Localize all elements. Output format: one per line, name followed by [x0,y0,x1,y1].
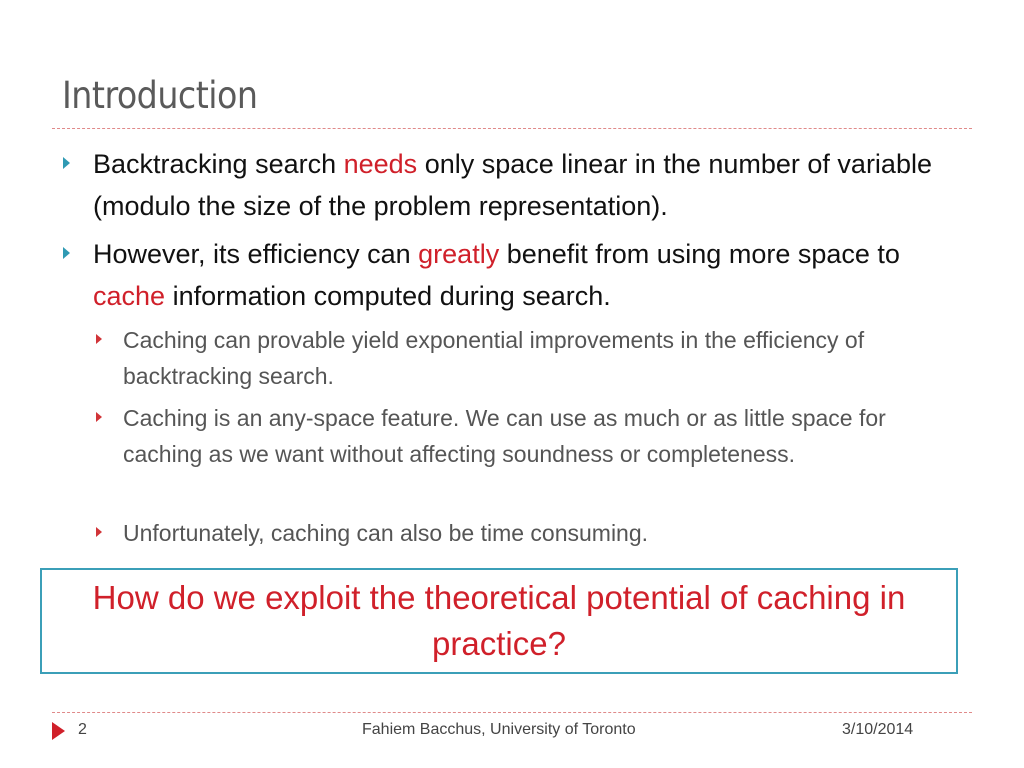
bullet-2-highlight-greatly: greatly [418,239,500,269]
bullet-2-text-c: information computed during search. [165,281,611,311]
title-divider [52,128,972,129]
callout-text: How do we exploit the theoretical potential of caching in practice? [92,579,906,662]
bullet-2-text-b: benefit from using more space to [499,239,900,269]
bullet-2-highlight-cache: cache [93,281,166,311]
bullet-2-text-a: However, its efficiency can [93,239,419,269]
callout-box [40,568,958,674]
page-number: 2 [78,721,87,738]
bullet-1 [93,143,973,227]
sub-bullet-3-text: Unfortunately, caching can also be time consuming. [123,520,649,546]
sub-bullet-2-text: Caching is an any-space feature. We can use as much or as little space for caching as we want without affecting soundness or completeness. [123,405,886,467]
sub-bullet-3 [123,515,953,551]
sub-bullet-arrow-icon [96,412,102,422]
bullet-2 [93,233,973,317]
footer-triangle-icon [52,722,65,740]
sub-bullet-1-text: Caching can provable yield exponential improvements in the efficiency of backtracking search. [123,327,865,389]
sub-bullet-arrow-icon [96,334,102,344]
bullet-1-text-a: Backtracking search [93,149,344,179]
bullet-arrow-icon [63,247,70,259]
footer-date: 3/10/2014 [842,721,914,738]
bullet-arrow-icon [63,157,70,169]
sub-bullet-2 [123,400,953,472]
bullet-1-highlight-needs: needs [343,149,418,179]
sub-bullet-1 [123,322,953,394]
slide-title: Introduction [62,74,258,117]
footer-author: Fahiem Bacchus, University of Toronto [362,721,636,738]
footer-divider [52,712,972,713]
sub-bullet-arrow-icon [96,527,102,537]
bullet-1-text-b: only space linear in the number of variable (modulo the size of the problem representation). [93,149,932,221]
